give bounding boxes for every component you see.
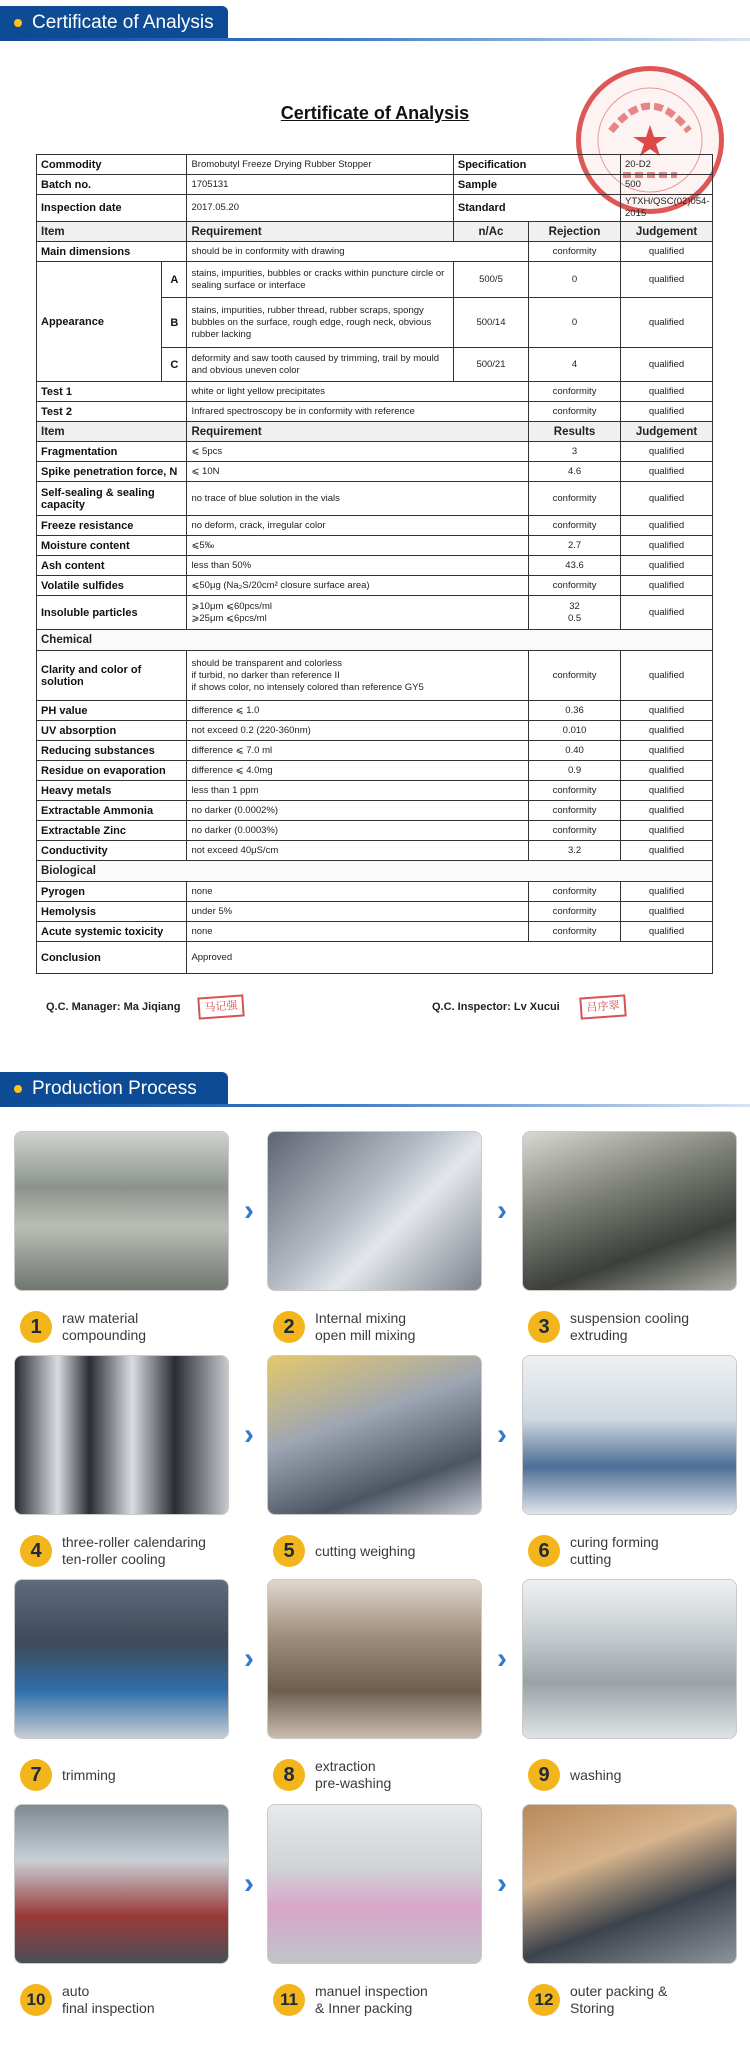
table-row xyxy=(37,402,713,422)
result: 0.010 xyxy=(529,721,621,741)
defect-class: A xyxy=(162,262,187,298)
requirement: ⩽ 10N xyxy=(187,462,529,482)
chevron-right-icon: › xyxy=(244,1867,254,1900)
result: 3 xyxy=(529,442,621,462)
certificate-table xyxy=(36,154,713,974)
item-name: Self-sealing & sealing capacity xyxy=(37,482,187,516)
judgement: qualified xyxy=(621,741,713,761)
judgement: qualified xyxy=(621,651,713,701)
requirement: none xyxy=(187,882,529,902)
item-name: Extractable Zinc xyxy=(37,821,187,841)
requirement: Infrared spectroscopy be in conformity with reference xyxy=(187,402,529,422)
requirement: under 5% xyxy=(187,902,529,922)
judgement: qualified xyxy=(621,701,713,721)
conclusion-label: Conclusion xyxy=(37,942,187,974)
item-name: Conductivity xyxy=(37,841,187,861)
judgement: qualified xyxy=(621,556,713,576)
result: 0.9 xyxy=(529,761,621,781)
item-name: Main dimensions xyxy=(37,242,187,262)
step-number-badge: 6 xyxy=(528,1535,560,1567)
judgement: qualified xyxy=(621,721,713,741)
requirement: ⩾10μm ⩽60pcs/ml ⩾25μm ⩽6pcs/ml xyxy=(187,596,529,630)
result: conformity xyxy=(529,482,621,516)
sample-acceptance: 500/5 xyxy=(453,262,528,298)
requirement: stains, impurities, rubber thread, rubber scraps, spongy bubbles on the surface, rough edge, rough neck, obvious rubber lacking xyxy=(187,298,453,348)
conclusion-value: Approved xyxy=(187,942,713,974)
judgement: qualified xyxy=(621,841,713,861)
requirement: not exceed 40μS/cm xyxy=(187,841,529,861)
column-header: Judgement xyxy=(621,222,713,242)
requirement: less than 1 ppm xyxy=(187,781,529,801)
result: conformity xyxy=(529,882,621,902)
requirement: should be transparent and colorless if turbid, no darker than reference II if shows color, no intensely colored than reference GY5 xyxy=(187,651,529,701)
judgement: qualified xyxy=(621,442,713,462)
sample-acceptance: 500/21 xyxy=(453,348,528,382)
table-row xyxy=(37,195,713,222)
item-name: Appearance xyxy=(37,262,162,382)
judgement: qualified xyxy=(621,348,713,382)
category-label: Chemical xyxy=(37,630,713,651)
judgement: qualified xyxy=(621,262,713,298)
judgement: qualified xyxy=(621,596,713,630)
result: conformity xyxy=(529,576,621,596)
column-header: n/Ac xyxy=(453,222,528,242)
requirement: less than 50% xyxy=(187,556,529,576)
table-row xyxy=(37,821,713,841)
field-value: YTXH/QSC(02)054-2015 xyxy=(621,195,713,222)
item-name: Freeze resistance xyxy=(37,516,187,536)
item-name: Insoluble particles xyxy=(37,596,187,630)
table-row xyxy=(37,741,713,761)
item-name: Extractable Ammonia xyxy=(37,801,187,821)
table-row xyxy=(37,902,713,922)
column-header: Item xyxy=(37,422,187,442)
field-label: Inspection date xyxy=(37,195,187,222)
table-row xyxy=(37,222,713,242)
item-name: Fragmentation xyxy=(37,442,187,462)
requirement: white or light yellow precipitates xyxy=(187,382,529,402)
table-row xyxy=(37,516,713,536)
field-label: Commodity xyxy=(37,155,187,175)
inspector-seal: 吕序翠 xyxy=(579,994,626,1019)
section-tab xyxy=(0,6,228,40)
column-header: Rejection xyxy=(529,222,621,242)
field-label: Specification xyxy=(453,155,620,175)
table-row xyxy=(37,942,713,974)
process-photo xyxy=(522,1579,737,1739)
process-photo xyxy=(14,1579,229,1739)
certificate-title: Certificate of Analysis xyxy=(280,103,470,123)
requirement: deformity and saw tooth caused by trimming, trail by mould and obvious uneven color xyxy=(187,348,453,382)
requirement: none xyxy=(187,922,529,942)
requirement: no darker (0.0002%) xyxy=(187,801,529,821)
item-name: Moisture content xyxy=(37,536,187,556)
table-row xyxy=(37,801,713,821)
table-row xyxy=(37,576,713,596)
chevron-right-icon: › xyxy=(244,1418,254,1451)
column-header: Requirement xyxy=(187,222,453,242)
item-name: Acute systemic toxicity xyxy=(37,922,187,942)
step-label: washing xyxy=(570,1767,622,1783)
table-row xyxy=(37,556,713,576)
section-title: Production Process xyxy=(32,1078,197,1099)
judgement: qualified xyxy=(621,382,713,402)
section-rule xyxy=(0,38,750,41)
item-name: Clarity and color of solution xyxy=(37,651,187,701)
result: conformity xyxy=(529,902,621,922)
item-name: PH value xyxy=(37,701,187,721)
judgement: qualified xyxy=(621,462,713,482)
requirement: stains, impurities, bubbles or cracks within puncture circle or sealing surface or interface xyxy=(187,262,453,298)
result: 0.36 xyxy=(529,701,621,721)
judgement: qualified xyxy=(621,298,713,348)
result: conformity xyxy=(529,402,621,422)
judgement: qualified xyxy=(621,516,713,536)
step-number-badge: 10 xyxy=(20,1984,52,2016)
chevron-right-icon: › xyxy=(497,1642,507,1675)
result: 32 0.5 xyxy=(529,596,621,630)
step-label: three-roller calendaring ten-roller cooling xyxy=(62,1534,206,1567)
qc-inspector-signature: Q.C. Inspector: Lv Xucui xyxy=(432,1001,560,1013)
requirement: difference ⩽ 7.0 ml xyxy=(187,741,529,761)
judgement: qualified xyxy=(621,922,713,942)
category-label: Biological xyxy=(37,861,713,882)
column-header: Item xyxy=(37,222,187,242)
step-number-badge: 8 xyxy=(273,1759,305,1791)
table-row xyxy=(37,721,713,741)
field-label: Sample xyxy=(453,175,620,195)
field-label: Batch no. xyxy=(37,175,187,195)
result: conformity xyxy=(529,516,621,536)
process-section-header xyxy=(0,1072,750,1112)
table-row xyxy=(37,462,713,482)
manager-seal: 马记强 xyxy=(197,994,244,1019)
judgement: qualified xyxy=(621,781,713,801)
section-title: Certificate of Analysis xyxy=(32,12,214,33)
qc-manager-signature: Q.C. Manager: Ma Jiqiang xyxy=(46,1001,181,1013)
result: conformity xyxy=(529,922,621,942)
judgement: qualified xyxy=(621,536,713,556)
table-row xyxy=(37,382,713,402)
step-label: curing forming cutting xyxy=(570,1534,659,1567)
table-row xyxy=(37,242,713,262)
requirement: ⩽50μg (Na₂S/20cm² closure surface area) xyxy=(187,576,529,596)
item-name: UV absorption xyxy=(37,721,187,741)
judgement: qualified xyxy=(621,801,713,821)
field-label: Standard xyxy=(453,195,620,222)
step-label: trimming xyxy=(62,1767,116,1783)
table-row xyxy=(37,861,713,882)
table-row xyxy=(37,761,713,781)
requirement: should be in conformity with drawing xyxy=(187,242,529,262)
step-label: manuel inspection & Inner packing xyxy=(315,1983,428,2016)
item-name: Test 1 xyxy=(37,382,187,402)
item-name: Residue on evaporation xyxy=(37,761,187,781)
step-number-badge: 2 xyxy=(273,1311,305,1343)
step-number-badge: 12 xyxy=(528,1984,560,2016)
table-row xyxy=(37,841,713,861)
judgement: qualified xyxy=(621,576,713,596)
field-value: 20-D2 xyxy=(621,155,713,175)
requirement: ⩽ 5pcs xyxy=(187,442,529,462)
process-photo xyxy=(522,1131,737,1291)
table-row xyxy=(37,781,713,801)
result: conformity xyxy=(529,821,621,841)
table-row xyxy=(37,651,713,701)
process-photo xyxy=(522,1804,737,1964)
step-number-badge: 7 xyxy=(20,1759,52,1791)
result: 4.6 xyxy=(529,462,621,482)
result: 0 xyxy=(529,298,621,348)
step-label: outer packing & Storing xyxy=(570,1983,668,2016)
judgement: qualified xyxy=(621,761,713,781)
chevron-right-icon: › xyxy=(497,1867,507,1900)
result: conformity xyxy=(529,781,621,801)
process-photo xyxy=(14,1355,229,1515)
judgement: qualified xyxy=(621,882,713,902)
item-name: Volatile sulfides xyxy=(37,576,187,596)
column-header: Requirement xyxy=(187,422,529,442)
table-row xyxy=(37,882,713,902)
judgement: qualified xyxy=(621,242,713,262)
result: conformity xyxy=(529,651,621,701)
process-photo xyxy=(267,1355,482,1515)
step-number-badge: 11 xyxy=(273,1984,305,2016)
sample-acceptance: 500/14 xyxy=(453,298,528,348)
bullet-dot-icon xyxy=(14,1085,22,1093)
table-row xyxy=(37,596,713,630)
result: 2.7 xyxy=(529,536,621,556)
requirement: ⩽5‰ xyxy=(187,536,529,556)
step-label: extraction pre-washing xyxy=(315,1758,392,1791)
field-value: Bromobutyl Freeze Drying Rubber Stopper xyxy=(187,155,453,175)
requirement: no trace of blue solution in the vials xyxy=(187,482,529,516)
table-row xyxy=(37,442,713,462)
step-number-badge: 9 xyxy=(528,1759,560,1791)
item-name: Reducing substances xyxy=(37,741,187,761)
bullet-dot-icon xyxy=(14,19,22,27)
judgement: qualified xyxy=(621,902,713,922)
column-header: Results xyxy=(529,422,621,442)
table-row xyxy=(37,701,713,721)
item-name: Spike penetration force, N xyxy=(37,462,187,482)
requirement: difference ⩽ 1.0 xyxy=(187,701,529,721)
table-row xyxy=(37,630,713,651)
process-photo xyxy=(14,1804,229,1964)
section-rule xyxy=(0,1104,750,1107)
judgement: qualified xyxy=(621,821,713,841)
section-tab xyxy=(0,1072,228,1106)
process-photo xyxy=(267,1804,482,1964)
result: 43.6 xyxy=(529,556,621,576)
step-label: raw material compounding xyxy=(62,1310,147,1343)
requirement: difference ⩽ 4.0mg xyxy=(187,761,529,781)
result: 0.40 xyxy=(529,741,621,761)
item-name: Ash content xyxy=(37,556,187,576)
item-name: Pyrogen xyxy=(37,882,187,902)
step-label: suspension cooling extruding xyxy=(570,1310,690,1343)
judgement: qualified xyxy=(621,402,713,422)
process-photo xyxy=(522,1355,737,1515)
step-label: auto final inspection xyxy=(62,1983,155,2016)
result: 0 xyxy=(529,262,621,298)
result: 3.2 xyxy=(529,841,621,861)
step-number-badge: 1 xyxy=(20,1311,52,1343)
defect-class: C xyxy=(162,348,187,382)
item-name: Heavy metals xyxy=(37,781,187,801)
table-row xyxy=(37,422,713,442)
column-header: Judgement xyxy=(621,422,713,442)
step-label: Internal mixing open mill mixing xyxy=(315,1310,416,1343)
certificate-section-header xyxy=(0,6,750,46)
result: conformity xyxy=(529,382,621,402)
table-row xyxy=(37,155,713,175)
chevron-right-icon: › xyxy=(244,1194,254,1227)
result: 4 xyxy=(529,348,621,382)
field-value: 2017.05.20 xyxy=(187,195,453,222)
step-number-badge: 3 xyxy=(528,1311,560,1343)
defect-class: B xyxy=(162,298,187,348)
step-number-badge: 4 xyxy=(20,1535,52,1567)
requirement: no darker (0.0003%) xyxy=(187,821,529,841)
requirement: not exceed 0.2 (220-360nm) xyxy=(187,721,529,741)
judgement: qualified xyxy=(621,482,713,516)
field-value: 500 xyxy=(621,175,713,195)
item-name: Test 2 xyxy=(37,402,187,422)
chevron-right-icon: › xyxy=(497,1418,507,1451)
table-row xyxy=(37,175,713,195)
chevron-right-icon: › xyxy=(497,1194,507,1227)
table-row xyxy=(37,922,713,942)
requirement: no deform, crack, irregular color xyxy=(187,516,529,536)
table-row xyxy=(37,536,713,556)
table-row xyxy=(37,262,713,298)
step-number-badge: 5 xyxy=(273,1535,305,1567)
field-value: 1705131 xyxy=(187,175,453,195)
process-photo xyxy=(267,1579,482,1739)
item-name: Hemolysis xyxy=(37,902,187,922)
step-label: cutting weighing xyxy=(315,1543,416,1559)
process-photo xyxy=(267,1131,482,1291)
result: conformity xyxy=(529,242,621,262)
process-photo xyxy=(14,1131,229,1291)
result: conformity xyxy=(529,801,621,821)
table-row xyxy=(37,482,713,516)
chevron-right-icon: › xyxy=(244,1642,254,1675)
